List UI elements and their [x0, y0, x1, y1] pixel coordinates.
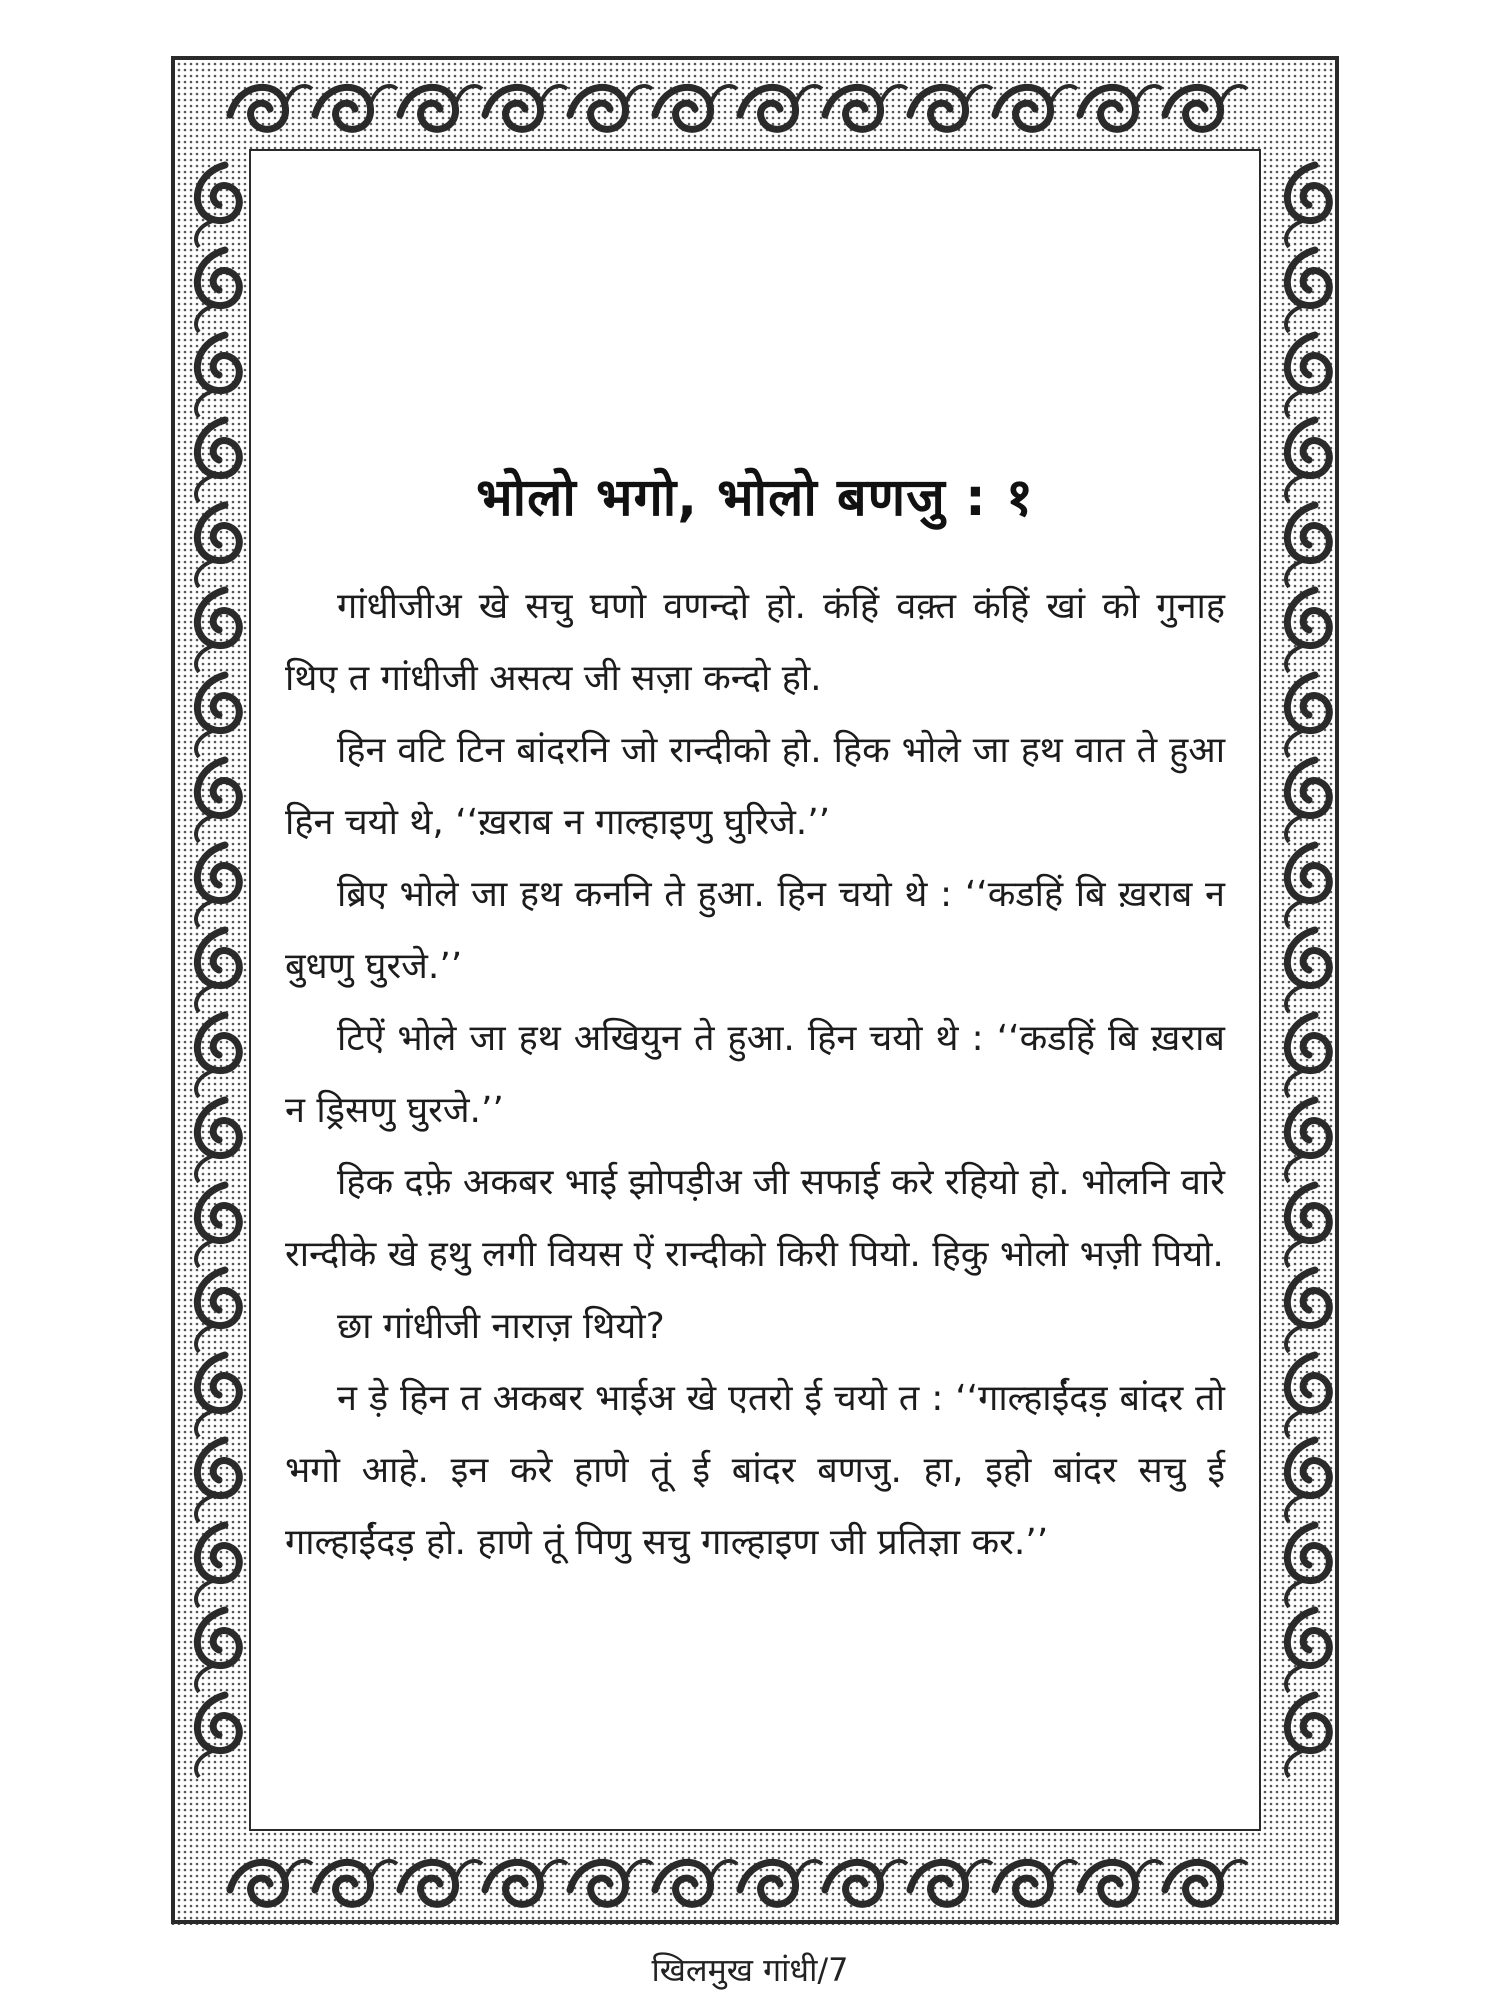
- paragraph-4: टिऐं भोले जा हथ अखियुन ते हुआ. हिन चयो थे : ‘‘कडहिं बि ख़राब न ड्रिसणु घुरजे.’’: [285, 1018, 1225, 1131]
- paragraph-7: न ड़े हिन त अकबर भाईअ खे एतरो ई चयो त : ‘‘गाल्हाईंदड़ बांदर तो भगो आहे. इन करे हाणे तूं ई बांदर बणजु. हा, इहो बांदर सचु ई गाल्हाईंदड़ हो. हाणे तूं पिणु सचु गाल्हाइण जी प्रतिज्ञा कर.’’: [285, 1378, 1225, 1563]
- paragraph-5: हिक दफ़े अकबर भाई झोपड़ीअ जी सफाई करे रहियो हो. भोलनि वारे रान्दीके खे हथु लगी वियस ऐं रान्दीको किरी पियो. हिकु भोलो भज़ी पियो.: [285, 1162, 1225, 1275]
- paragraph-2: हिन वटि टिन बांदरनि जो रान्दीको हो. हिक भोले जा हथ वात ते हुआ हिन चयो थे, ‘‘ख़राब न गाल्हाइणु घुरिजे.’’: [285, 730, 1225, 843]
- page-footer: खिलमुख गांधी/7: [651, 1951, 849, 1989]
- page-title: भोलो भगो, भोलो बणजु : १: [476, 468, 1034, 528]
- paragraph-6: छा गांधीजी नाराज़ थियो?: [337, 1306, 665, 1347]
- main-content: [285, 460, 1225, 1579]
- paragraph-1: गांधीजीअ खे सचु घणो वणन्दो हो. कंहिं वक़्त कंहिं खां को गुनाह थिए त गांधीजी असत्य जी सज़ा कन्दो हो.: [285, 586, 1225, 699]
- paragraph-3: ब्रिए भोले जा हथ कननि ते हुआ. हिन चयो थे : ‘‘कडहिं बि ख़राब न बुधणु घुरजे.’’: [285, 874, 1225, 987]
